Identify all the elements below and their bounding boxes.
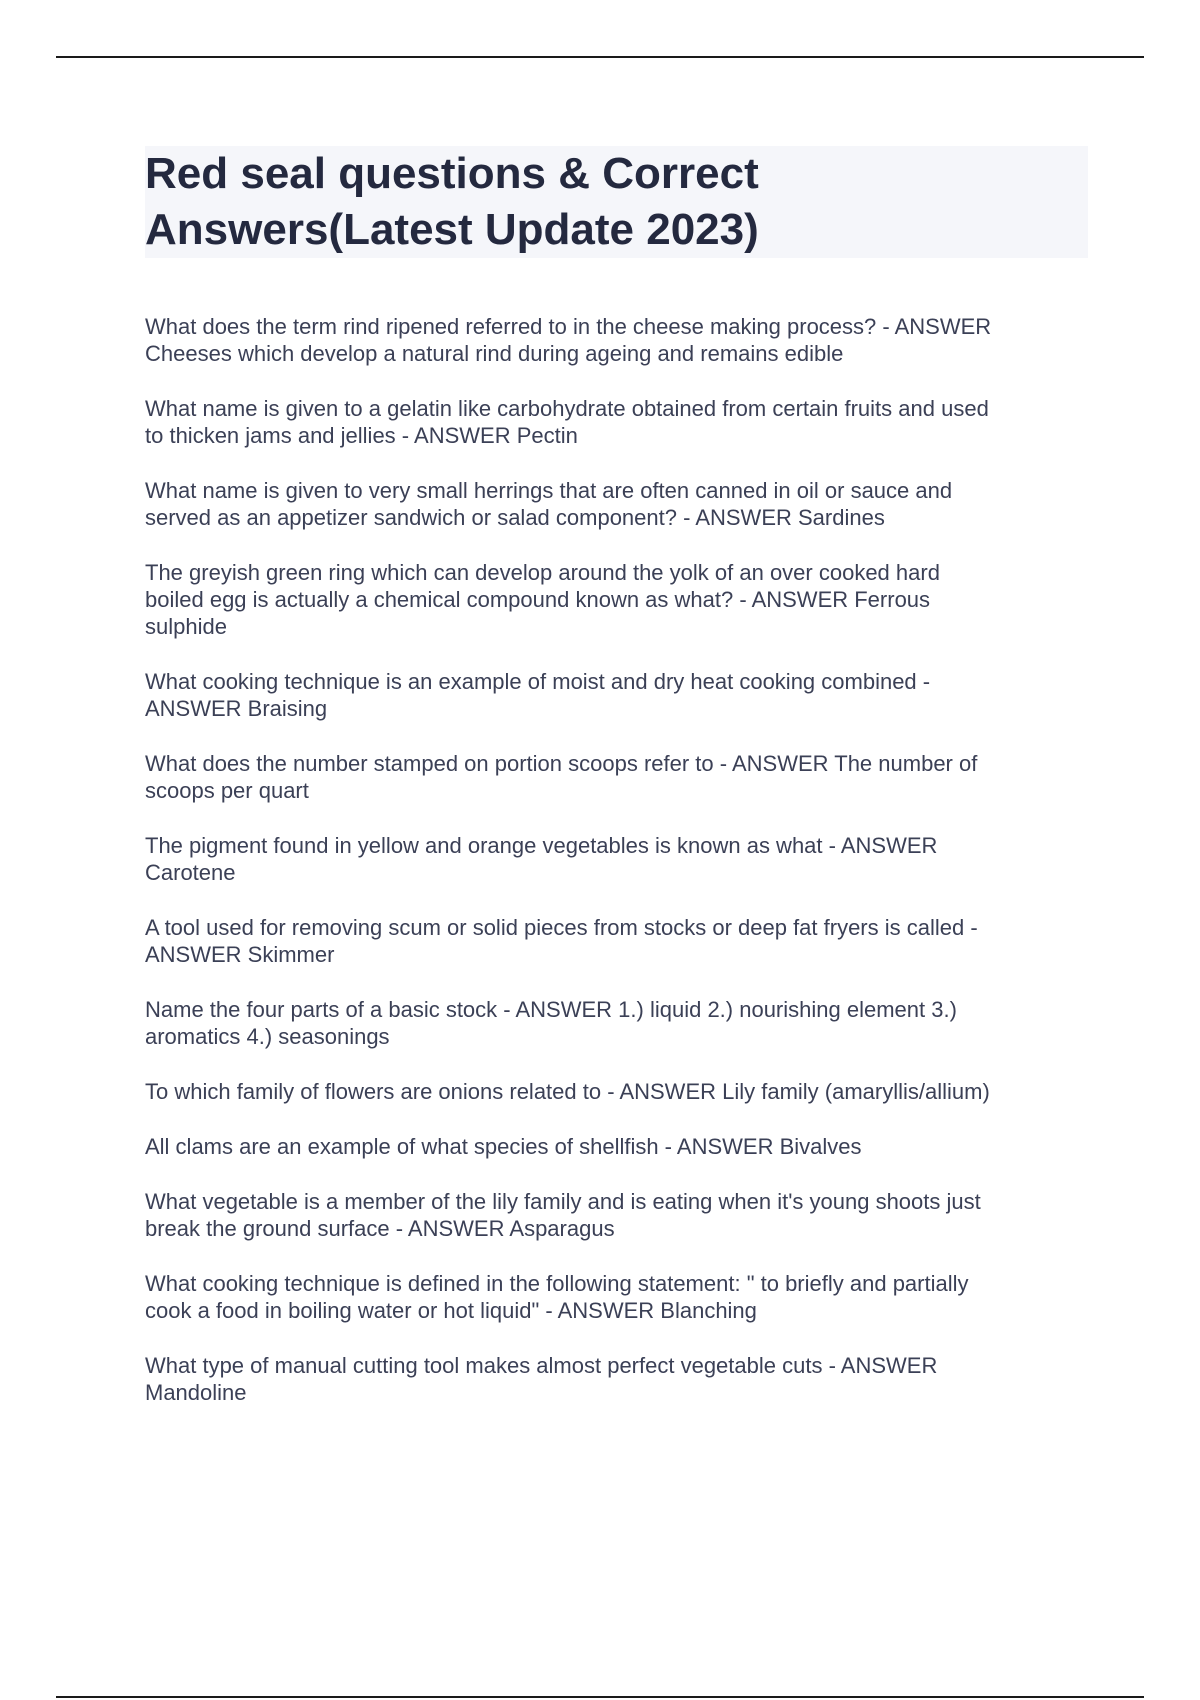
qa-item: All clams are an example of what species of shellfish - ANSWER Bivalves — [145, 1134, 862, 1159]
qa-item: What does the number stamped on portion scoops refer to - ANSWER The number of scoops per quart — [145, 751, 978, 803]
qa-item: What does the term rind ripened referred to in the cheese making process? - ANSWER Cheeses which develop a natural rind during ageing and remains edible — [145, 314, 992, 366]
qa-item: The pigment found in yellow and orange vegetables is known as what - ANSWER Carotene — [145, 833, 938, 885]
qa-item: To which family of flowers are onions related to - ANSWER Lily family (amaryllis/allium) — [145, 1079, 990, 1104]
qa-item: What type of manual cutting tool makes almost perfect vegetable cuts - ANSWER Mandoline — [145, 1353, 938, 1405]
qa-list — [145, 313, 1088, 1406]
page-title: Red seal questions & Correct Answers(Latest Update 2023) — [145, 149, 759, 254]
document-body — [145, 146, 1088, 1434]
title-block — [145, 146, 1088, 258]
qa-item: Name the four parts of a basic stock - ANSWER 1.) liquid 2.) nourishing element 3.) aromatics 4.) seasonings — [145, 997, 957, 1049]
qa-item: What cooking technique is an example of moist and dry heat cooking combined - ANSWER Braising — [145, 669, 931, 721]
qa-item: The greyish green ring which can develop around the yolk of an over cooked hard boiled egg is actually a chemical compound known as what? - ANSWER Ferrous sulphide — [145, 560, 940, 639]
top-divider — [56, 56, 1144, 58]
qa-item: What vegetable is a member of the lily family and is eating when it's young shoots just break the ground surface - ANSWER Asparagus — [145, 1189, 981, 1241]
qa-item: A tool used for removing scum or solid pieces from stocks or deep fat fryers is called - ANSWER Skimmer — [145, 915, 978, 967]
qa-item: What name is given to a gelatin like carbohydrate obtained from certain fruits and used to thicken jams and jellies - ANSWER Pectin — [145, 396, 989, 448]
bottom-divider — [56, 1696, 1144, 1698]
qa-item: What name is given to very small herrings that are often canned in oil or sauce and served as an appetizer sandwich or salad component? - ANSWER Sardines — [145, 478, 953, 530]
qa-item: What cooking technique is defined in the following statement: " to briefly and partially cook a food in boiling water or hot liquid" - ANSWER Blanching — [145, 1271, 969, 1323]
